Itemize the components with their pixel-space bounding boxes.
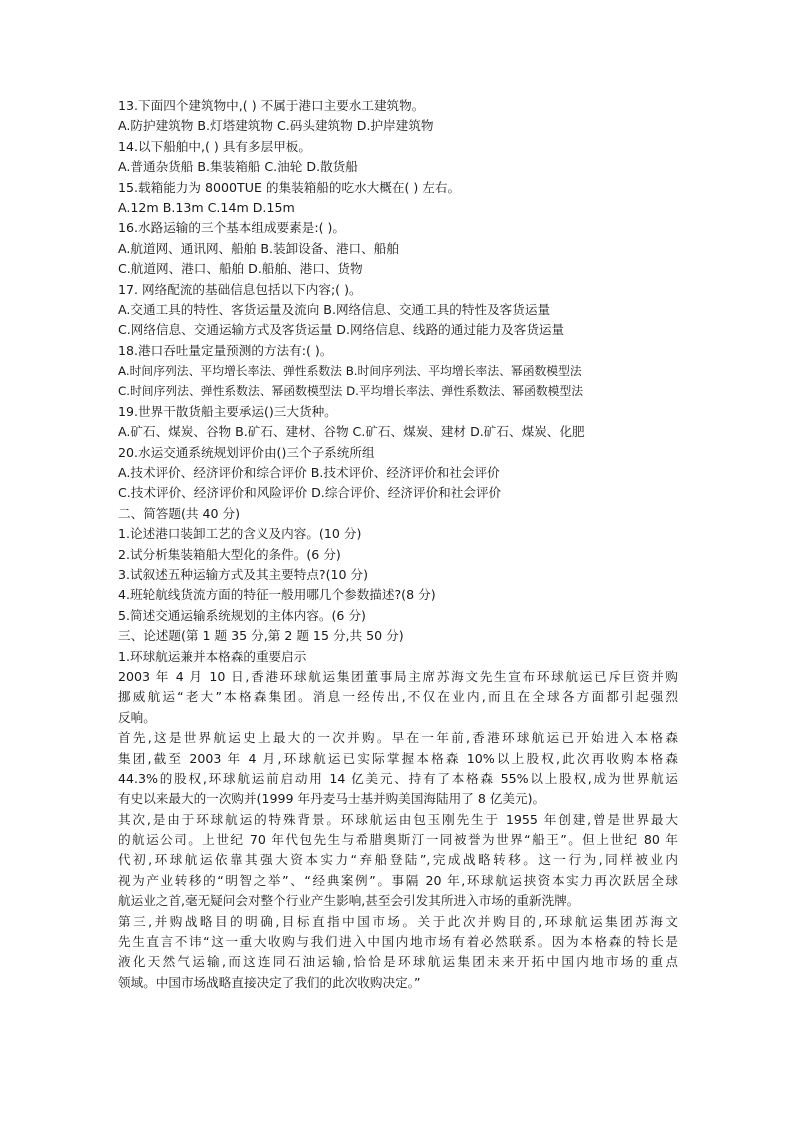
question-15 — [118, 178, 678, 219]
paragraph-line: 有史以来最大的一次购并(1999 年丹麦马士基并购美国海陆用了 8 亿美元)。 — [118, 791, 546, 807]
essay-paragraph — [118, 728, 678, 810]
short-answer-item: 1.论述港口装卸工艺的含义及内容。(10 分) — [118, 526, 362, 542]
question-stem: 20.水运交通系统规划评价由()三个子系统所组 — [118, 444, 375, 460]
question-options: C.时间序列法、弹性系数法、幂函数模型法 D.平均增长率法、弹性系数法、幂函数模型法 — [118, 384, 584, 399]
essay-paragraph — [118, 810, 678, 912]
essay-paragraph — [118, 667, 678, 728]
paragraph-line: 集团,截至 2003 年 4 月,环球航运已实际掌握本格森 10%以上股权,此次再收购本格森 — [118, 750, 678, 766]
question-options: C.航道网、港口、船舶 D.船舶、港口、货物 — [118, 261, 363, 277]
question-14 — [118, 137, 678, 178]
paragraph-line: 领域。中国市场战略直接决定了我们的此次收购决定。” — [118, 974, 421, 990]
question-18 — [118, 341, 678, 402]
question-options: C.网络信息、交通运输方式及客货运量 D.网络信息、线路的通过能力及客货运量 — [118, 322, 565, 338]
question-stem: 16.水路运输的三个基本组成要素是:( )。 — [118, 220, 346, 236]
paragraph-line: 代初,环球航运依靠其强大资本实力“弃船登陆”,完成战略转移。这一行为,同样被业内 — [118, 852, 678, 868]
question-options: A.普通杂货船 B.集装箱船 C.油轮 D.散货船 — [118, 159, 358, 175]
question-stem: 14.以下船舶中,( ) 具有多层甲板。 — [118, 138, 311, 154]
question-options: C.技术评价、经济评价和风险评价 D.综合评价、经济评价和社会评价 — [118, 485, 502, 501]
paragraph-line: 航运业之首,毫无疑问会对整个行业产生影响,甚至会引发其所进入市场的重新洗牌。 — [118, 893, 580, 909]
question-stem: 15.载箱能力为 8000TUE 的集装箱船的吃水大概在( ) 左右。 — [118, 179, 461, 195]
question-stem: 13.下面四个建筑物中,( ) 不属于港口主要水工建筑物。 — [118, 98, 425, 113]
short-answer-item: 2.试分析集装箱船大型化的条件。(6 分) — [118, 546, 341, 562]
paragraph-line: 首先,这是世界航运史上最大的一次并购。早在一年前,香港环球航运已开始进入本格森 — [118, 730, 678, 746]
paragraph-line: 挪威航运“老大”本格森集团。消息一经传出,不仅在业内,而且在全球各方面都引起强烈 — [118, 689, 678, 705]
question-options: A.航道网、通讯网、船舶 B.装卸设备、港口、船舶 — [118, 240, 399, 256]
document-page — [118, 96, 678, 993]
short-answer-item: 5.简述交通运输系统规划的主体内容。(6 分) — [118, 607, 366, 623]
section-heading: 二、简答题(共 40 分) — [118, 505, 241, 521]
question-stem: 17. 网络配流的基础信息包括以下内容;( )。 — [118, 281, 362, 297]
short-answer-item: 3.试叙述五种运输方式及其主要特点?(10 分) — [118, 566, 369, 582]
short-answer-item: 4.班轮航线货流方面的特征一般用哪几个参数描述?(8 分) — [118, 587, 436, 603]
paragraph-line: 反响。 — [118, 709, 156, 725]
paragraph-line: 2003 年 4 月 10 日,香港环球航运集团董事局主席苏海文先生宣布环球航运已斥巨资并购 — [118, 668, 678, 684]
question-13 — [118, 96, 678, 137]
paragraph-line: 第三,并购战略目的明确,目标直指中国市场。关于此次并购目的,环球航运集团苏海文 — [118, 913, 678, 929]
question-options: A.交通工具的特性、客货运量及流向 B.网络信息、交通工具的特性及客货运量 — [118, 301, 551, 317]
question-stem: 18.港口吞吐量定量预测的方法有:( )。 — [118, 342, 333, 358]
paragraph-line: 先生直言不讳“这一重大收购与我们进入中国内地市场有着必然联系。因为本格森的特长是 — [118, 934, 678, 950]
paragraph-line: 其次,是由于环球航运的特殊背景。环球航运由包玉刚先生于 1955 年创建,曾是世界最大 — [118, 811, 678, 827]
paragraph-line: 的航运公司。上世纪 70 年代包先生与希腊奥斯汀一同被誉为世界“船王”。但上世纪 80 年 — [118, 832, 678, 848]
question-17 — [118, 280, 678, 341]
paragraph-line: 44.3%的股权,环球航运前启动用 14 亿美元、持有了本格森 55%以上股权,成为世界航运 — [118, 770, 678, 786]
paragraph-line: 液化天然气运输,而这连同石油运输,恰恰是环球航运集团未来开拓中国内地市场的重点 — [118, 954, 678, 970]
question-options: A.防护建筑物 B.灯塔建筑物 C.码头建筑物 D.护岸建筑物 — [118, 118, 434, 134]
section-heading: 三、论述题(第 1 题 35 分,第 2 题 15 分,共 50 分) — [118, 628, 404, 644]
question-16 — [118, 218, 678, 279]
question-19 — [118, 402, 678, 443]
essay-paragraph — [118, 912, 678, 994]
short-answer-section — [118, 504, 678, 626]
essay-section — [118, 626, 678, 993]
question-options: A.时间序列法、平均增长率法、弹性系数法 B.时间序列法、平均增长率法、幂函数模型法 — [118, 364, 582, 379]
question-options: A.技术评价、经济评价和综合评价 B.技术评价、经济评价和社会评价 — [118, 465, 500, 481]
essay-title: 1.环球航运兼并本格森的重要启示 — [118, 648, 307, 664]
question-stem: 19.世界干散货船主要承运()三大货种。 — [118, 403, 337, 419]
question-options: A.12m B.13m C.14m D.15m — [118, 199, 295, 215]
question-20 — [118, 443, 678, 504]
question-options: A.矿石、煤炭、谷物 B.矿石、建材、谷物 C.矿石、煤炭、建材 D.矿石、煤炭、化肥 — [118, 424, 585, 440]
paragraph-line: 视为产业转移的“明智之举”、“经典案例”。事隔 20 年,环球航运挟资本实力再次跃居全球 — [118, 872, 678, 888]
